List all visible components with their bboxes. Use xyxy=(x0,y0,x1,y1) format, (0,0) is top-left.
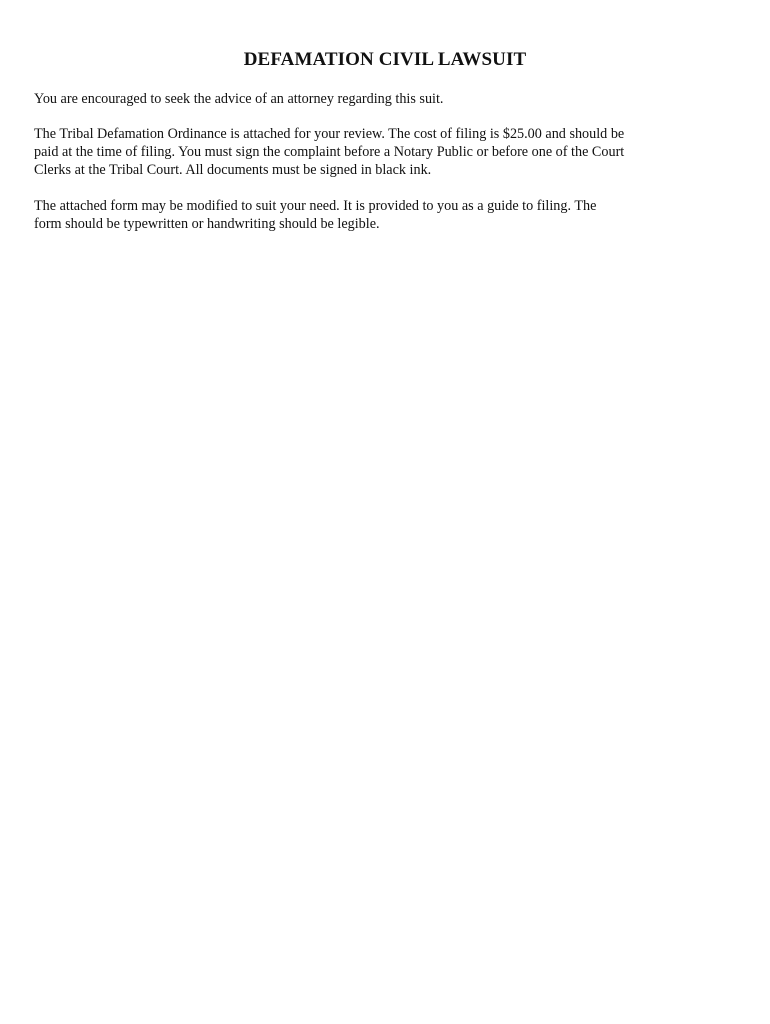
paragraph-line: Clerks at the Tribal Court. All documents must be signed in black ink. xyxy=(34,162,432,178)
paragraph-line: The Tribal Defamation Ordinance is attached for your review. The cost of filing is $25.00 and should be xyxy=(34,126,625,142)
paragraph-line: You are encouraged to seek the advice of an attorney regarding this suit. xyxy=(34,91,444,107)
paragraph-line: paid at the time of filing. You must sign the complaint before a Notary Public or before one of the Court xyxy=(34,144,625,160)
paragraph-filing-instructions xyxy=(34,125,694,179)
document-title: DEFAMATION CIVIL LAWSUIT xyxy=(243,49,527,70)
paragraph-line: form should be typewritten or handwriting should be legible. xyxy=(34,216,380,232)
paragraph-form-guidance xyxy=(34,197,694,233)
paragraph-line: The attached form may be modified to suit your need. It is provided to you as a guide to filing. The xyxy=(34,198,597,214)
paragraph-attorney-advice xyxy=(34,90,694,108)
